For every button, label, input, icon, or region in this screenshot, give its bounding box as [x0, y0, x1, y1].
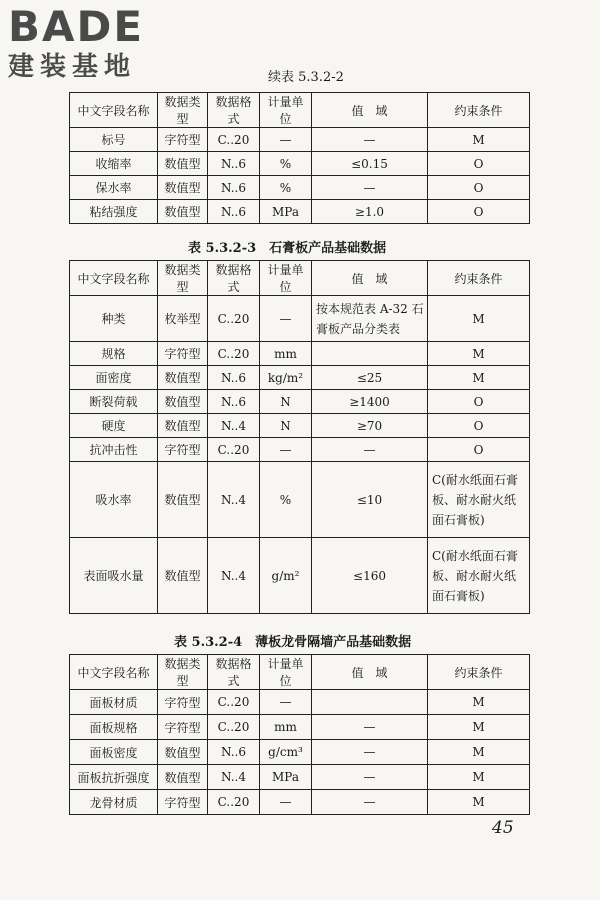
table-cell: —: [312, 740, 428, 765]
table-cell: 字符型: [158, 715, 208, 740]
table-cell: N..6: [208, 390, 260, 414]
table2-caption: 表 5.3.2-3 石膏板产品基础数据: [188, 241, 387, 256]
table-cell: 字符型: [158, 690, 208, 715]
table-cell: 表面吸水量: [70, 538, 158, 614]
table-cell: 字符型: [158, 342, 208, 366]
table-cell: 数值型: [158, 390, 208, 414]
table-row: [70, 438, 530, 462]
header-row: [70, 261, 530, 296]
table-row: [70, 128, 530, 152]
table-row: [70, 342, 530, 366]
table-cell: 字符型: [158, 128, 208, 152]
table-cell: M: [428, 296, 530, 342]
table-cell: 数值型: [158, 152, 208, 176]
column-header: 值 域: [312, 261, 428, 296]
table-cell: N..4: [208, 414, 260, 438]
table-cell: O: [428, 152, 530, 176]
column-header: 约束条件: [428, 261, 530, 296]
table-cell: g/cm³: [260, 740, 312, 765]
table-row: [70, 152, 530, 176]
logo-brand: BADE: [8, 2, 145, 51]
table-cell: MPa: [260, 200, 312, 224]
table-cell: —: [260, 690, 312, 715]
table-row: [70, 390, 530, 414]
table-row: [70, 176, 530, 200]
table-cell: 面板材质: [70, 690, 158, 715]
table-cell: 数值型: [158, 765, 208, 790]
table-cell: kg/m²: [260, 366, 312, 390]
table-cell: 数值型: [158, 462, 208, 538]
table-row: [70, 715, 530, 740]
table-cell: 数值型: [158, 740, 208, 765]
column-header: 数据格式: [208, 93, 260, 128]
table-cell: —: [260, 790, 312, 815]
table-row: [70, 414, 530, 438]
column-header: 数据类型: [158, 93, 208, 128]
table-cell: M: [428, 765, 530, 790]
table-cell: 粘结强度: [70, 200, 158, 224]
table1-caption: 续表 5.3.2-2: [268, 70, 344, 85]
table-cell: C..20: [208, 715, 260, 740]
column-header: 中文字段名称: [70, 93, 158, 128]
column-header: 约束条件: [428, 655, 530, 690]
table-cell: N..6: [208, 740, 260, 765]
column-header: 计量单位: [260, 655, 312, 690]
table-cell: ≥1400: [312, 390, 428, 414]
table-cell: 收缩率: [70, 152, 158, 176]
table-cell: N: [260, 390, 312, 414]
header-row: [70, 93, 530, 128]
table-cell: —: [260, 128, 312, 152]
table-cell: 数值型: [158, 200, 208, 224]
table-cell: 面板规格: [70, 715, 158, 740]
column-header: 计量单位: [260, 93, 312, 128]
column-header: 数据格式: [208, 261, 260, 296]
table-cell: ≤10: [312, 462, 428, 538]
header-row: [70, 655, 530, 690]
table-cell: M: [428, 715, 530, 740]
column-header: 数据格式: [208, 655, 260, 690]
table-row: [70, 790, 530, 815]
table-cell: M: [428, 342, 530, 366]
table-cell: [312, 690, 428, 715]
table-cell: %: [260, 462, 312, 538]
table3-caption: 表 5.3.2-4 薄板龙骨隔墙产品基础数据: [174, 635, 412, 650]
table-row: [70, 366, 530, 390]
table-cell: —: [312, 790, 428, 815]
table-cell: C..20: [208, 128, 260, 152]
table-cell: 面板抗折强度: [70, 765, 158, 790]
table-cell: M: [428, 366, 530, 390]
page-number: 45: [492, 818, 514, 838]
table-cell: 数值型: [158, 176, 208, 200]
logo: [8, 4, 178, 82]
table-cell: ≤25: [312, 366, 428, 390]
column-header: 约束条件: [428, 93, 530, 128]
table-cell: 面密度: [70, 366, 158, 390]
table-cell: 枚举型: [158, 296, 208, 342]
table-cell: 数值型: [158, 414, 208, 438]
table-cell: 按本规范表 A-32 石膏板产品分类表: [312, 296, 428, 342]
logo-chinese: 建装基地: [8, 52, 137, 82]
table-cell: M: [428, 690, 530, 715]
table-cell: —: [312, 438, 428, 462]
table-cell: C..20: [208, 342, 260, 366]
table-cell: 数值型: [158, 538, 208, 614]
table-continued-5-3-2-2: [69, 92, 530, 224]
table-cell: C..20: [208, 438, 260, 462]
table-cell: 字符型: [158, 438, 208, 462]
table-cell: mm: [260, 342, 312, 366]
table-cell: mm: [260, 715, 312, 740]
column-header: 计量单位: [260, 261, 312, 296]
table-cell: 抗冲击性: [70, 438, 158, 462]
table-cell: C(耐水纸面石膏板、耐水耐火纸面石膏板): [428, 462, 530, 538]
table-row: [70, 462, 530, 538]
table-cell: M: [428, 790, 530, 815]
table-cell: —: [312, 715, 428, 740]
column-header: 数据类型: [158, 261, 208, 296]
table-cell: 面板密度: [70, 740, 158, 765]
table-cell: N..6: [208, 152, 260, 176]
table-cell: M: [428, 128, 530, 152]
table-cell: —: [312, 176, 428, 200]
table-cell: N..4: [208, 538, 260, 614]
table-cell: ≥1.0: [312, 200, 428, 224]
table-cell: —: [312, 128, 428, 152]
table-cell: 标号: [70, 128, 158, 152]
table-cell: N..4: [208, 462, 260, 538]
table-row: [70, 538, 530, 614]
table-cell: O: [428, 390, 530, 414]
table-cell: N..6: [208, 200, 260, 224]
table-cell: N..6: [208, 366, 260, 390]
table-row: [70, 200, 530, 224]
table-cell: —: [312, 765, 428, 790]
table-cell: %: [260, 152, 312, 176]
table-cell: C..20: [208, 690, 260, 715]
table-cell: O: [428, 438, 530, 462]
table-cell: ≤160: [312, 538, 428, 614]
table-cell: %: [260, 176, 312, 200]
table-cell: ≥70: [312, 414, 428, 438]
table-cell: 吸水率: [70, 462, 158, 538]
table-cell: M: [428, 740, 530, 765]
table-cell: C(耐水纸面石膏板、耐水耐火纸面石膏板): [428, 538, 530, 614]
table-cell: —: [260, 296, 312, 342]
table-cell: O: [428, 176, 530, 200]
table-cell: 断裂荷载: [70, 390, 158, 414]
table-cell: g/m²: [260, 538, 312, 614]
table-cell: 龙骨材质: [70, 790, 158, 815]
table-row: [70, 690, 530, 715]
table-cell: 字符型: [158, 790, 208, 815]
table-cell: O: [428, 200, 530, 224]
table-row: [70, 296, 530, 342]
table-cell: O: [428, 414, 530, 438]
table-cell: 保水率: [70, 176, 158, 200]
table-cell: 规格: [70, 342, 158, 366]
table-5-3-2-4-partition-wall: [69, 654, 530, 815]
table-cell: 硬度: [70, 414, 158, 438]
table-cell: C..20: [208, 296, 260, 342]
table-cell: ≤0.15: [312, 152, 428, 176]
column-header: 数据类型: [158, 655, 208, 690]
table-5-3-2-3-gypsum-board: [69, 260, 530, 614]
table-row: [70, 740, 530, 765]
column-header: 值 域: [312, 93, 428, 128]
table-cell: C..20: [208, 790, 260, 815]
column-header: 中文字段名称: [70, 655, 158, 690]
table-cell: N..6: [208, 176, 260, 200]
table-cell: 数值型: [158, 366, 208, 390]
table-cell: MPa: [260, 765, 312, 790]
table-cell: N: [260, 414, 312, 438]
column-header: 值 域: [312, 655, 428, 690]
table-cell: N..4: [208, 765, 260, 790]
table-cell: [312, 342, 428, 366]
table-cell: 种类: [70, 296, 158, 342]
table-row: [70, 765, 530, 790]
column-header: 中文字段名称: [70, 261, 158, 296]
table-cell: —: [260, 438, 312, 462]
